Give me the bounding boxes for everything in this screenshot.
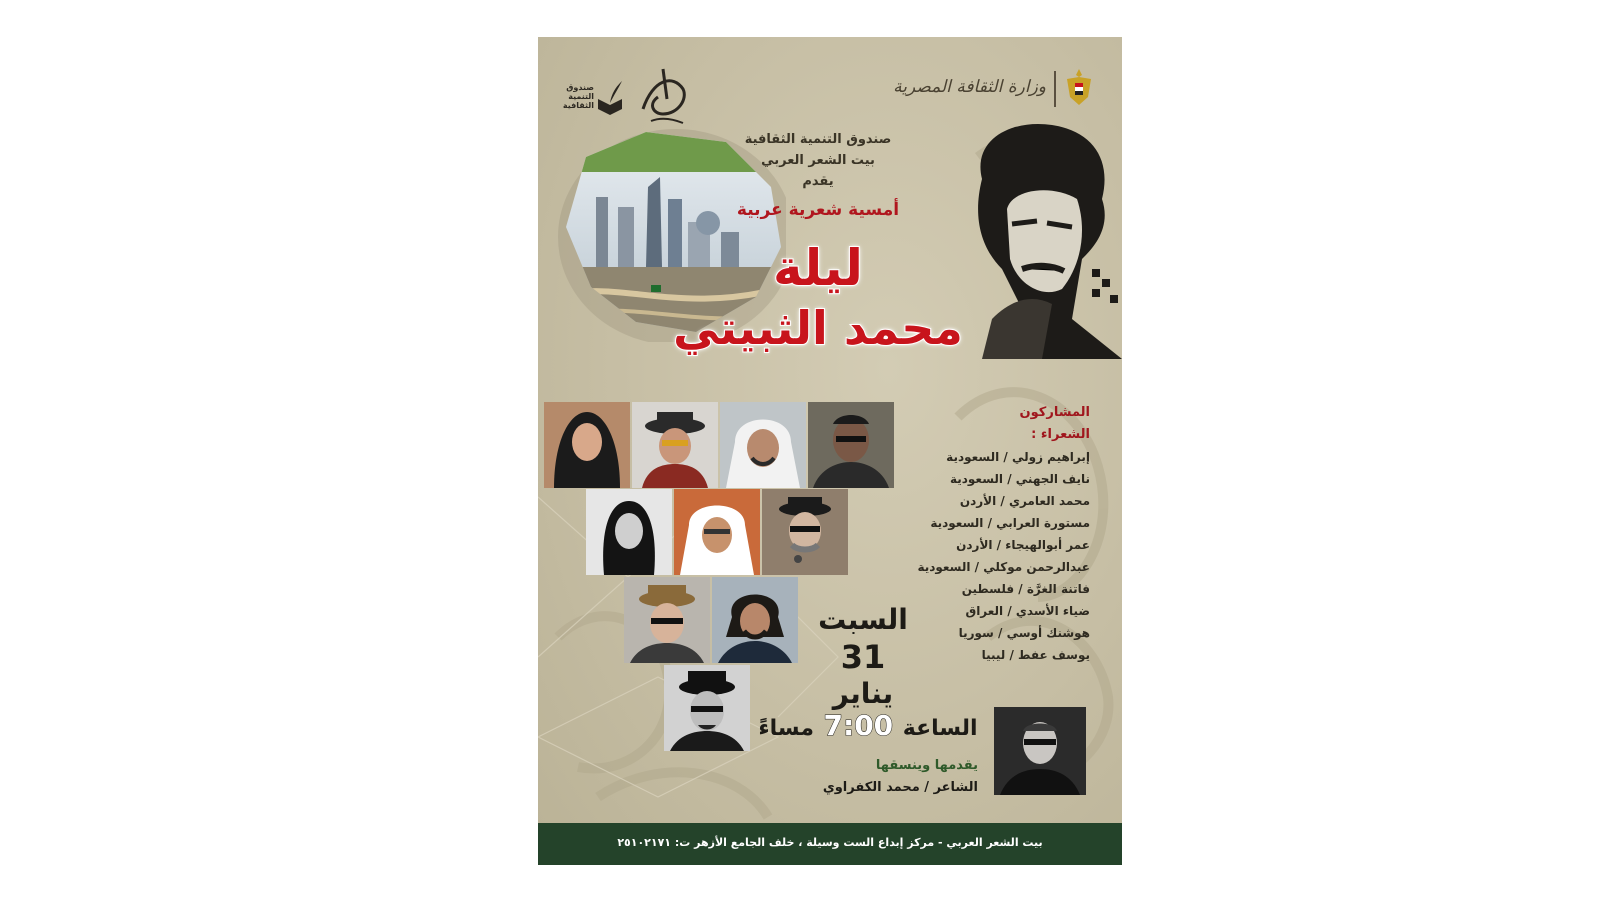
book-feather-icon [596, 79, 624, 119]
host-label: يقدمها وينسقها [875, 758, 978, 773]
participant-photo [674, 489, 760, 575]
egypt-eagle-icon [1064, 67, 1094, 109]
participant-photo [762, 489, 848, 575]
poet-item: عمر أبوالهيجاء / الأردن [956, 538, 1090, 552]
poet-item: نايف الجهني / السعودية [949, 472, 1090, 486]
evening-title: أمسية شعرية عربية [736, 200, 900, 220]
presenter-fund: صندوق التنمية الثقافية [744, 132, 892, 147]
house-of-poetry-logo [633, 59, 693, 129]
main-title-line2: محمد الثبيتي [673, 301, 963, 355]
participant-photo [624, 577, 710, 663]
event-time [758, 709, 978, 742]
main-title [648, 237, 988, 357]
event-month: يناير [832, 677, 894, 710]
host-photo [994, 707, 1086, 795]
presenter-house: بيت الشعر العربي [761, 153, 875, 168]
poet-item: محمد العامري / الأردن [959, 494, 1090, 508]
poet-item: ضياء الأسدي / العراق [965, 604, 1090, 618]
participant-photo [664, 665, 750, 751]
participant-photo [544, 402, 630, 488]
presenters-block [718, 129, 918, 192]
poets-heading: الشعراء : [1031, 427, 1090, 442]
footer-address: بيت الشعر العربي - مركز إبداع الست وسيلة ، خلف الجامع الأزهر ت: ٢٥١٠٢١٧١ [617, 836, 1043, 849]
cultural-fund-logo [554, 77, 624, 123]
poet-item: هوشنك أوسي / سوريا [958, 626, 1090, 640]
participant-photo [712, 577, 798, 663]
time-label: الساعة [902, 716, 978, 741]
poet-item: إبراهيم زولي / السعودية [946, 450, 1090, 464]
event-day-number: 31 [840, 638, 886, 676]
logo-divider [1054, 71, 1056, 107]
event-day: السبت [818, 603, 908, 636]
event-date [808, 602, 918, 712]
ministry-of-culture-logo [884, 67, 1094, 113]
participant-photo [586, 489, 672, 575]
poster-footer [538, 823, 1122, 865]
participant-photo [632, 402, 718, 488]
poet-item: فاتنة الغرَّة / فلسطين [961, 582, 1090, 596]
presents-label: يقدم [802, 174, 834, 189]
fund-logo-text: صندوق التنمية الثقافية [562, 83, 594, 110]
event-poster [538, 37, 1122, 865]
host-name: الشاعر / محمد الكفراوي [822, 780, 978, 795]
poet-item: يوسف عفط / ليبيا [981, 648, 1090, 662]
calligraphy-logo-icon [633, 59, 693, 129]
time-suffix: مساءً [758, 716, 814, 741]
ministry-name: وزارة الثقافة المصرية [893, 77, 1046, 97]
poet-item: مستورة العرابي / السعودية [930, 516, 1090, 530]
time-value: 7:00 [823, 709, 894, 742]
participant-photo [720, 402, 806, 488]
participants-heading: المشاركون [1019, 405, 1090, 420]
host-info [788, 755, 978, 799]
poet-item: عبدالرحمن موكلي / السعودية [917, 560, 1090, 574]
main-title-line1: ليلة [773, 239, 863, 297]
